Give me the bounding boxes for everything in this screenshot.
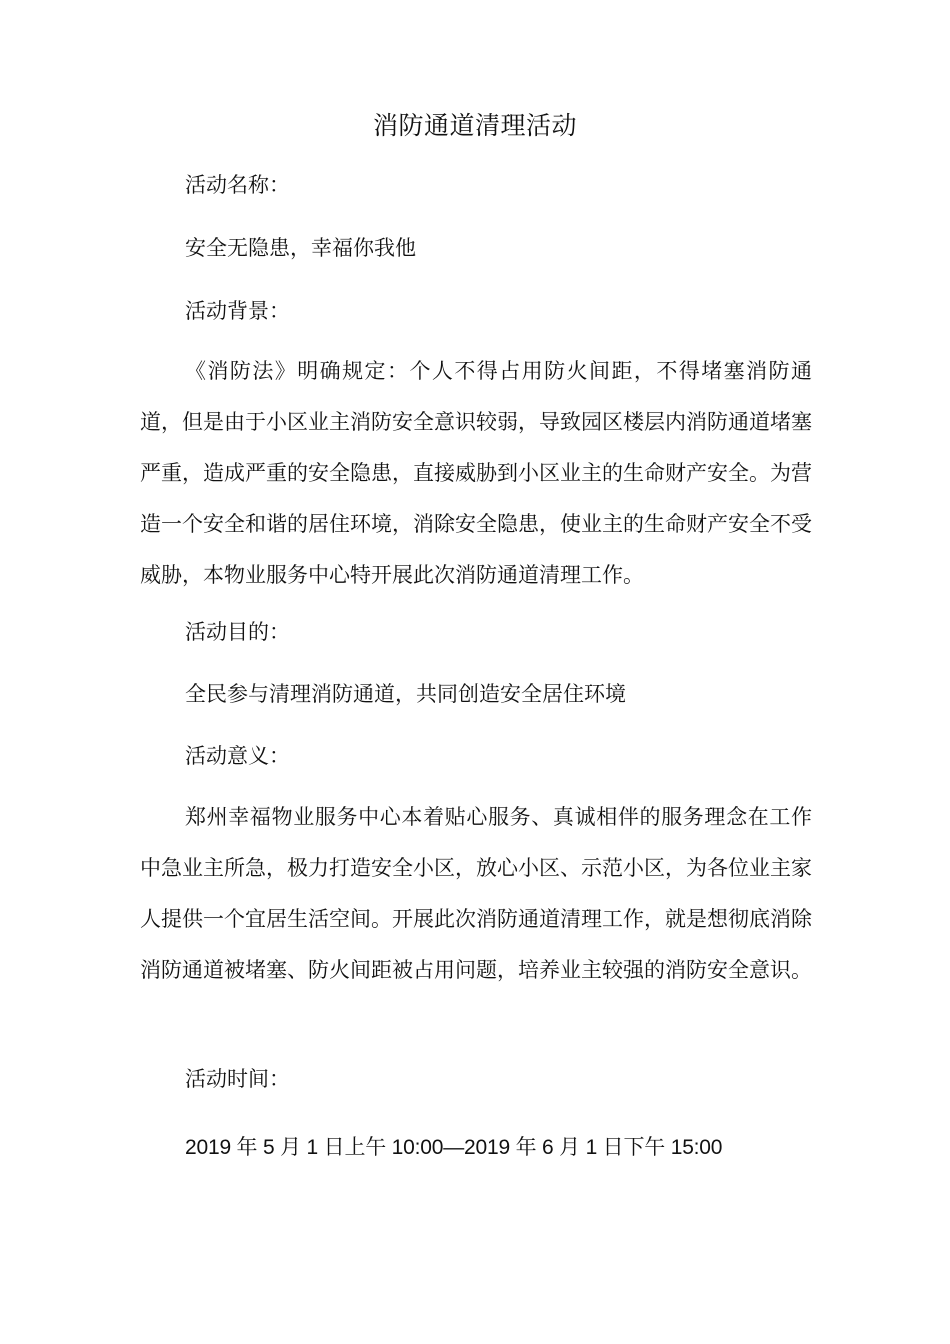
activity-meaning-paragraph: 郑州幸福物业服务中心本着贴心服务、真诚相伴的服务理念在工作中急业主所急，极力打造安全小区，放心小区、示范小区，为各位业主家人提供一个宜居生活空间。开展此次消防通道清理工作，就是想彻底消除消防通道被堵塞、防火间距被占用问题，培养业主较强的消防安全意识。 — [140, 805, 812, 982]
activity-background-heading: 活动背景： — [185, 299, 290, 323]
activity-time-heading: 活动时间： — [185, 1067, 290, 1091]
activity-meaning-heading: 活动意义： — [185, 744, 290, 768]
activity-purpose-text: 全民参与清理消防通道，共同创造安全居住环境 — [185, 682, 626, 706]
activity-name-text: 安全无隐患，幸福你我他 — [185, 236, 416, 260]
activity-purpose-heading: 活动目的： — [185, 620, 290, 644]
document-title: 消防通道清理活动 — [372, 111, 577, 140]
activity-background-paragraph: 《消防法》明确规定：个人不得占用防火间距，不得堵塞消防通道，但是由于小区业主消防安全意识较弱，导致园区楼层内消防通道堵塞严重，造成严重的安全隐患，直接威胁到小区业主的生命财产安全。为营造一个安全和谐的居住环境，消除安全隐患，使业主的生命财产安全不受威胁，本物业服务中心特开展此次消防通道清理工作。 — [140, 359, 812, 587]
activity-name-heading: 活动名称： — [185, 173, 290, 197]
activity-time-text: 2019 年 5 月 1 日上午 10:00—2019 年 6 月 1 日下午 15:00 — [185, 1136, 723, 1159]
